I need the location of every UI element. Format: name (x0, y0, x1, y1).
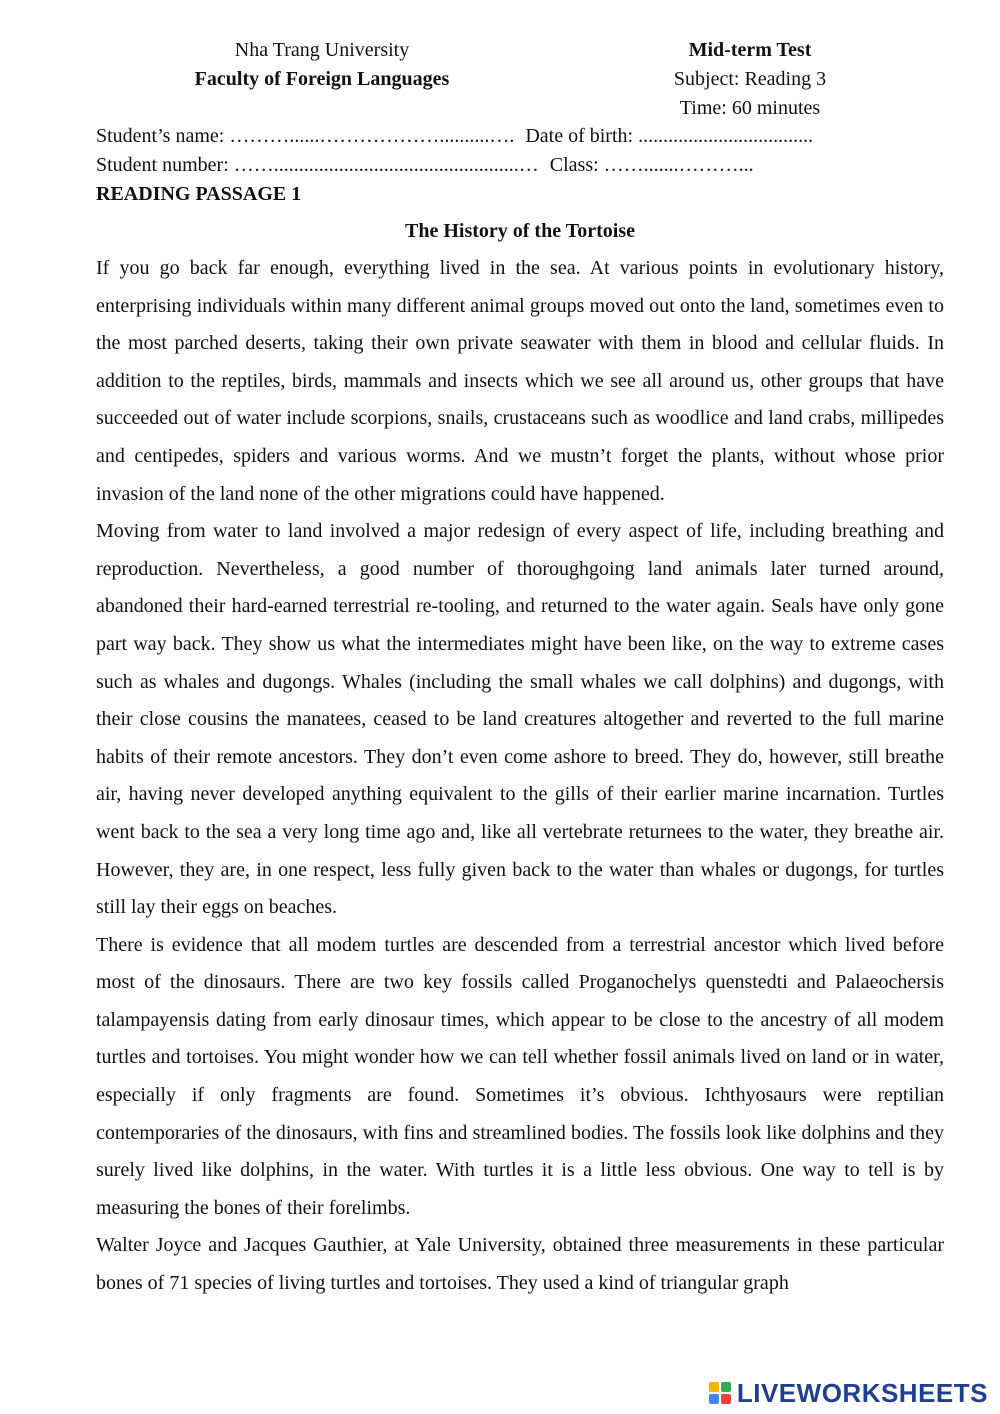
test-subject: Subject: Reading 3 (673, 68, 827, 90)
paragraph: Walter Joyce and Jacques Gauthier, at Yale University, obtained three measurements in these particular bones of 71 species of living turtles and tortoises. They used a kind of triangular graph (96, 1234, 944, 1295)
student-number-field[interactable]: Student number: …….................................................… (96, 154, 539, 176)
liveworksheets-logo-icon (709, 1382, 731, 1404)
test-header (640, 36, 860, 123)
paragraph: There is evidence that all modem turtles are descended from a terrestrial ancestor which lived before most of the dinosaurs. There are two key fossils called Proganochelys quenstedti and Palaeochersis talampayensis dating from early dinosaur times, which appear to be close to the ancestry of all modem turtles and tortoises. You might wonder how we can tell whether fossil animals lived on land or in water, especially if only fragments are found. Sometimes it’s obvious. Ichthyosaurs were reptilian contemporaries of the dinosaurs, with fins and streamlined bodies. The fossils look like dolphins and they surely lived like dolphins, in the water. With turtles it is a little less obvious. One way to tell is by measuring the bones of their forelimbs. (96, 933, 944, 1219)
student-name-field[interactable]: Student’s name: ………......………………..........…. (96, 125, 515, 147)
passage-title: The History of the Tortoise (405, 220, 635, 242)
test-time: Time: 60 minutes (679, 97, 821, 119)
brand-text: LIVEWORKSHEETS (736, 1377, 988, 1408)
passage-label: READING PASSAGE 1 (96, 183, 302, 205)
student-number-row (96, 151, 754, 180)
faculty-name: Faculty of Foreign Languages (194, 68, 450, 90)
paragraph: Moving from water to land involved a major redesign of every aspect of life, including breathing and reproduction. Nevertheless, a good number of thoroughgoing land animals later turned around, abandoned their hard-earned terrestrial re-tooling, and returned to the water again. Seals have only gone part way back. They show us what the intermediates might have been like, on the way to extreme cases such as whales and dugongs. Whales (including the small whales we call dolphins) and dugongs, with their close cousins the manatees, ceased to be land creatures altogether and reverted to the full marine habits of their remote ancestors. They don’t even come ashore to breed. They do, however, still breathe air, having never developed anything equivalent to the gills of their earlier marine incarnation. Turtles went back to the sea a very long time ago and, like all vertebrate returnees to the water, they breathe air. However, they are, in one respect, less fully given back to the water than whales or dugongs, for turtles still lay their eggs on beaches. (96, 520, 944, 919)
class-field[interactable]: Class: …….......………... (549, 154, 754, 176)
passage-body (96, 250, 944, 1303)
paragraph: If you go back far enough, everything lived in the sea. At various points in evolutionary history, enterprising individuals within many different animal groups moved out onto the land, sometimes even to the most parched deserts, taking their own private seawater with them in blood and cellular fluids. In addition to the reptiles, birds, mammals and insects which we see all around us, other groups that have succeeded out of water include scorpions, snails, crustaceans such as woodlice and land crabs, millipedes and centipedes, spiders and various worms. And we mustn’t forget the plants, without whose prior invasion of the land none of the other migrations could have happened. (96, 257, 944, 505)
date-of-birth-field[interactable]: Date of birth: ................................... (525, 125, 814, 147)
university-name: Nha Trang University (234, 39, 410, 61)
institution-header (172, 36, 472, 94)
student-name-row (96, 122, 813, 151)
liveworksheets-brand (709, 1378, 988, 1408)
test-title: Mid-term Test (688, 39, 812, 61)
